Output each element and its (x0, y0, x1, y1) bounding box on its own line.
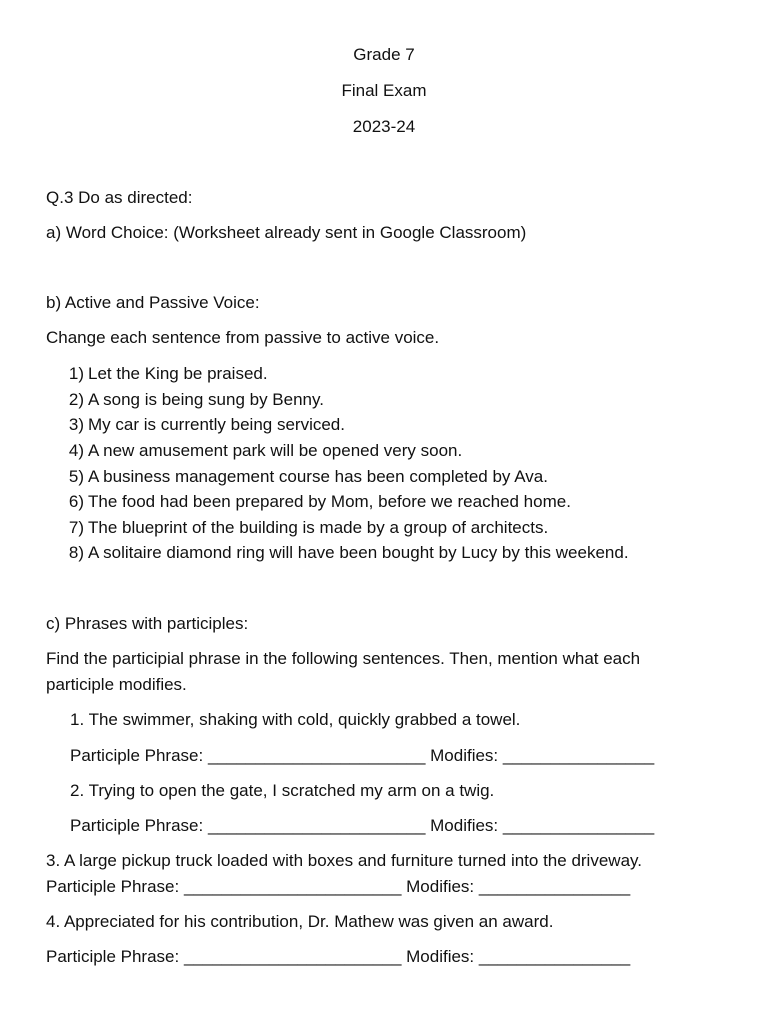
item-text: My car is currently being serviced. (88, 415, 345, 434)
part-a-text: a) Word Choice: (Worksheet already sent in Google Classroom) (46, 223, 527, 242)
item-number: 6) (68, 492, 84, 511)
list-item (62, 389, 324, 411)
list-item (62, 440, 462, 462)
participle-sentence-4: 4. Appreciated for his contribution, Dr. Mathew was given an award. (46, 912, 554, 931)
part-c-instruction-line1: Find the participial phrase in the following sentences. Then, mention what each (46, 649, 641, 668)
item-number: 1) (68, 364, 84, 383)
part-c-instruction-line2: participle modifies. (46, 675, 187, 694)
part-c-heading: c) Phrases with participles: (46, 614, 249, 633)
list-item (62, 363, 268, 385)
item-text: A business management course has been completed by Ava. (88, 467, 548, 486)
list-item (62, 414, 345, 436)
year-title: 2023-24 (352, 117, 416, 136)
participle-answer-line-1: Participle Phrase: _______________________ Modifies: ________________ (70, 746, 655, 765)
participle-answer-line-3: Participle Phrase: _______________________ Modifies: ________________ (46, 877, 631, 896)
grade-title: Grade 7 (353, 45, 415, 64)
item-number: 4) (68, 441, 84, 460)
item-number: 3) (68, 415, 84, 434)
participle-sentence-1: 1. The swimmer, shaking with cold, quickly grabbed a towel. (70, 710, 521, 729)
participle-answer-line-2: Participle Phrase: _______________________ Modifies: ________________ (70, 816, 655, 835)
list-item (62, 517, 548, 539)
item-text: A song is being sung by Benny. (88, 390, 324, 409)
participle-answer-line-4: Participle Phrase: _______________________ Modifies: ________________ (46, 947, 631, 966)
participle-sentence-3: 3. A large pickup truck loaded with boxes and furniture turned into the driveway. (46, 851, 642, 870)
item-number: 8) (68, 543, 84, 562)
item-number: 7) (68, 518, 84, 537)
list-item (62, 466, 548, 488)
item-text: A solitaire diamond ring will have been bought by Lucy by this weekend. (88, 543, 629, 562)
question-title: Q.3 Do as directed: (46, 188, 193, 207)
exam-title: Final Exam (341, 81, 427, 100)
part-b-instruction: Change each sentence from passive to active voice. (46, 328, 440, 347)
item-text: Let the King be praised. (88, 364, 268, 383)
item-text: A new amusement park will be opened very soon. (88, 441, 463, 460)
item-text: The food had been prepared by Mom, before we reached home. (88, 492, 571, 511)
list-item (62, 542, 629, 564)
part-b-heading: b) Active and Passive Voice: (46, 293, 260, 312)
item-text: The blueprint of the building is made by a group of architects. (88, 518, 549, 537)
item-number: 5) (68, 467, 84, 486)
item-number: 2) (68, 390, 84, 409)
participle-sentence-2: 2. Trying to open the gate, I scratched my arm on a twig. (70, 781, 495, 800)
list-item (62, 491, 571, 513)
